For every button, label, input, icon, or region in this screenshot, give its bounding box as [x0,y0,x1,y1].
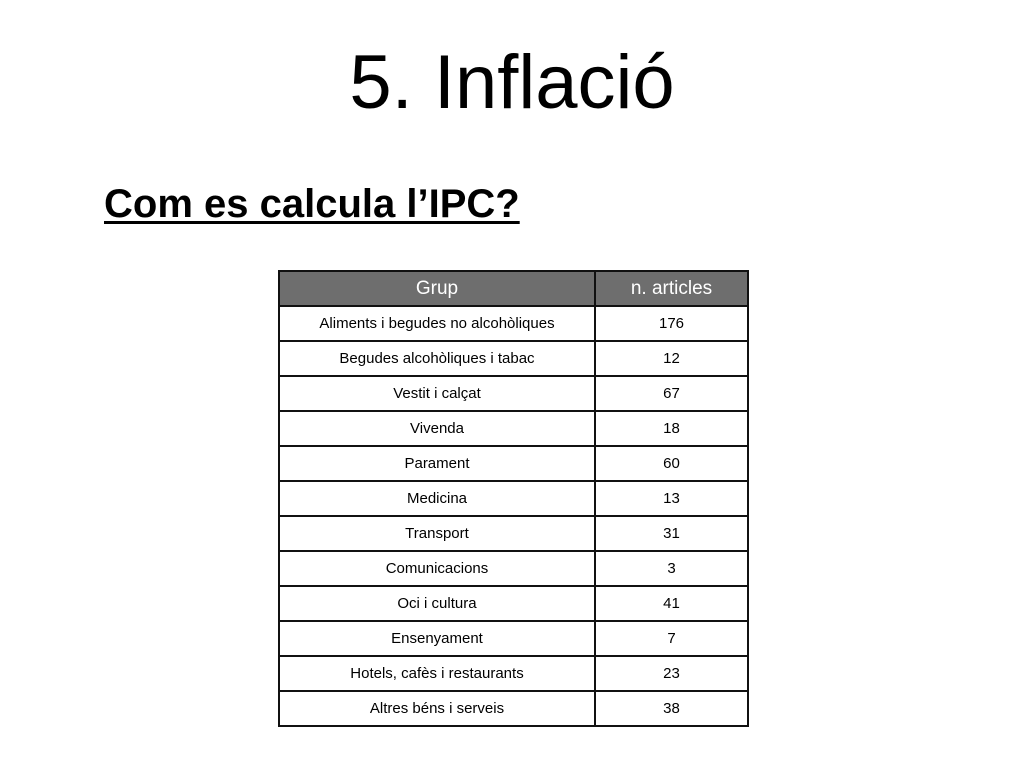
group-cell: Ensenyament [279,621,595,656]
table-row [279,551,748,586]
group-cell: Medicina [279,481,595,516]
count-cell: 23 [595,656,748,691]
header-group: Grup [279,271,595,306]
group-cell: Vestit i calçat [279,376,595,411]
table-row [279,411,748,446]
count-cell: 60 [595,446,748,481]
count-cell: 31 [595,516,748,551]
table-row [279,691,748,726]
group-cell: Altres béns i serveis [279,691,595,726]
group-cell: Transport [279,516,595,551]
group-cell: Parament [279,446,595,481]
header-article-count: n. articles [595,271,748,306]
count-cell: 41 [595,586,748,621]
count-cell: 67 [595,376,748,411]
slide-title: 5. Inflació [349,40,675,125]
table-header-row [279,271,748,306]
table-row [279,306,748,341]
table-row [279,481,748,516]
slide-subtitle: Com es calcula l’IPC? [104,182,520,226]
group-cell: Oci i cultura [279,586,595,621]
table-row [279,621,748,656]
count-cell: 176 [595,306,748,341]
count-cell: 18 [595,411,748,446]
table-row [279,586,748,621]
count-cell: 38 [595,691,748,726]
table-row [279,656,748,691]
count-cell: 12 [595,341,748,376]
group-cell: Vivenda [279,411,595,446]
count-cell: 13 [595,481,748,516]
group-cell: Begudes alcohòliques i tabac [279,341,595,376]
table-row [279,446,748,481]
group-cell: Aliments i begudes no alcohòliques [279,306,595,341]
group-cell: Hotels, cafès i restaurants [279,656,595,691]
group-cell: Comunicacions [279,551,595,586]
table-row [279,516,748,551]
ipc-groups-table [278,270,749,727]
table-row [279,376,748,411]
table-row [279,341,748,376]
count-cell: 7 [595,621,748,656]
count-cell: 3 [595,551,748,586]
